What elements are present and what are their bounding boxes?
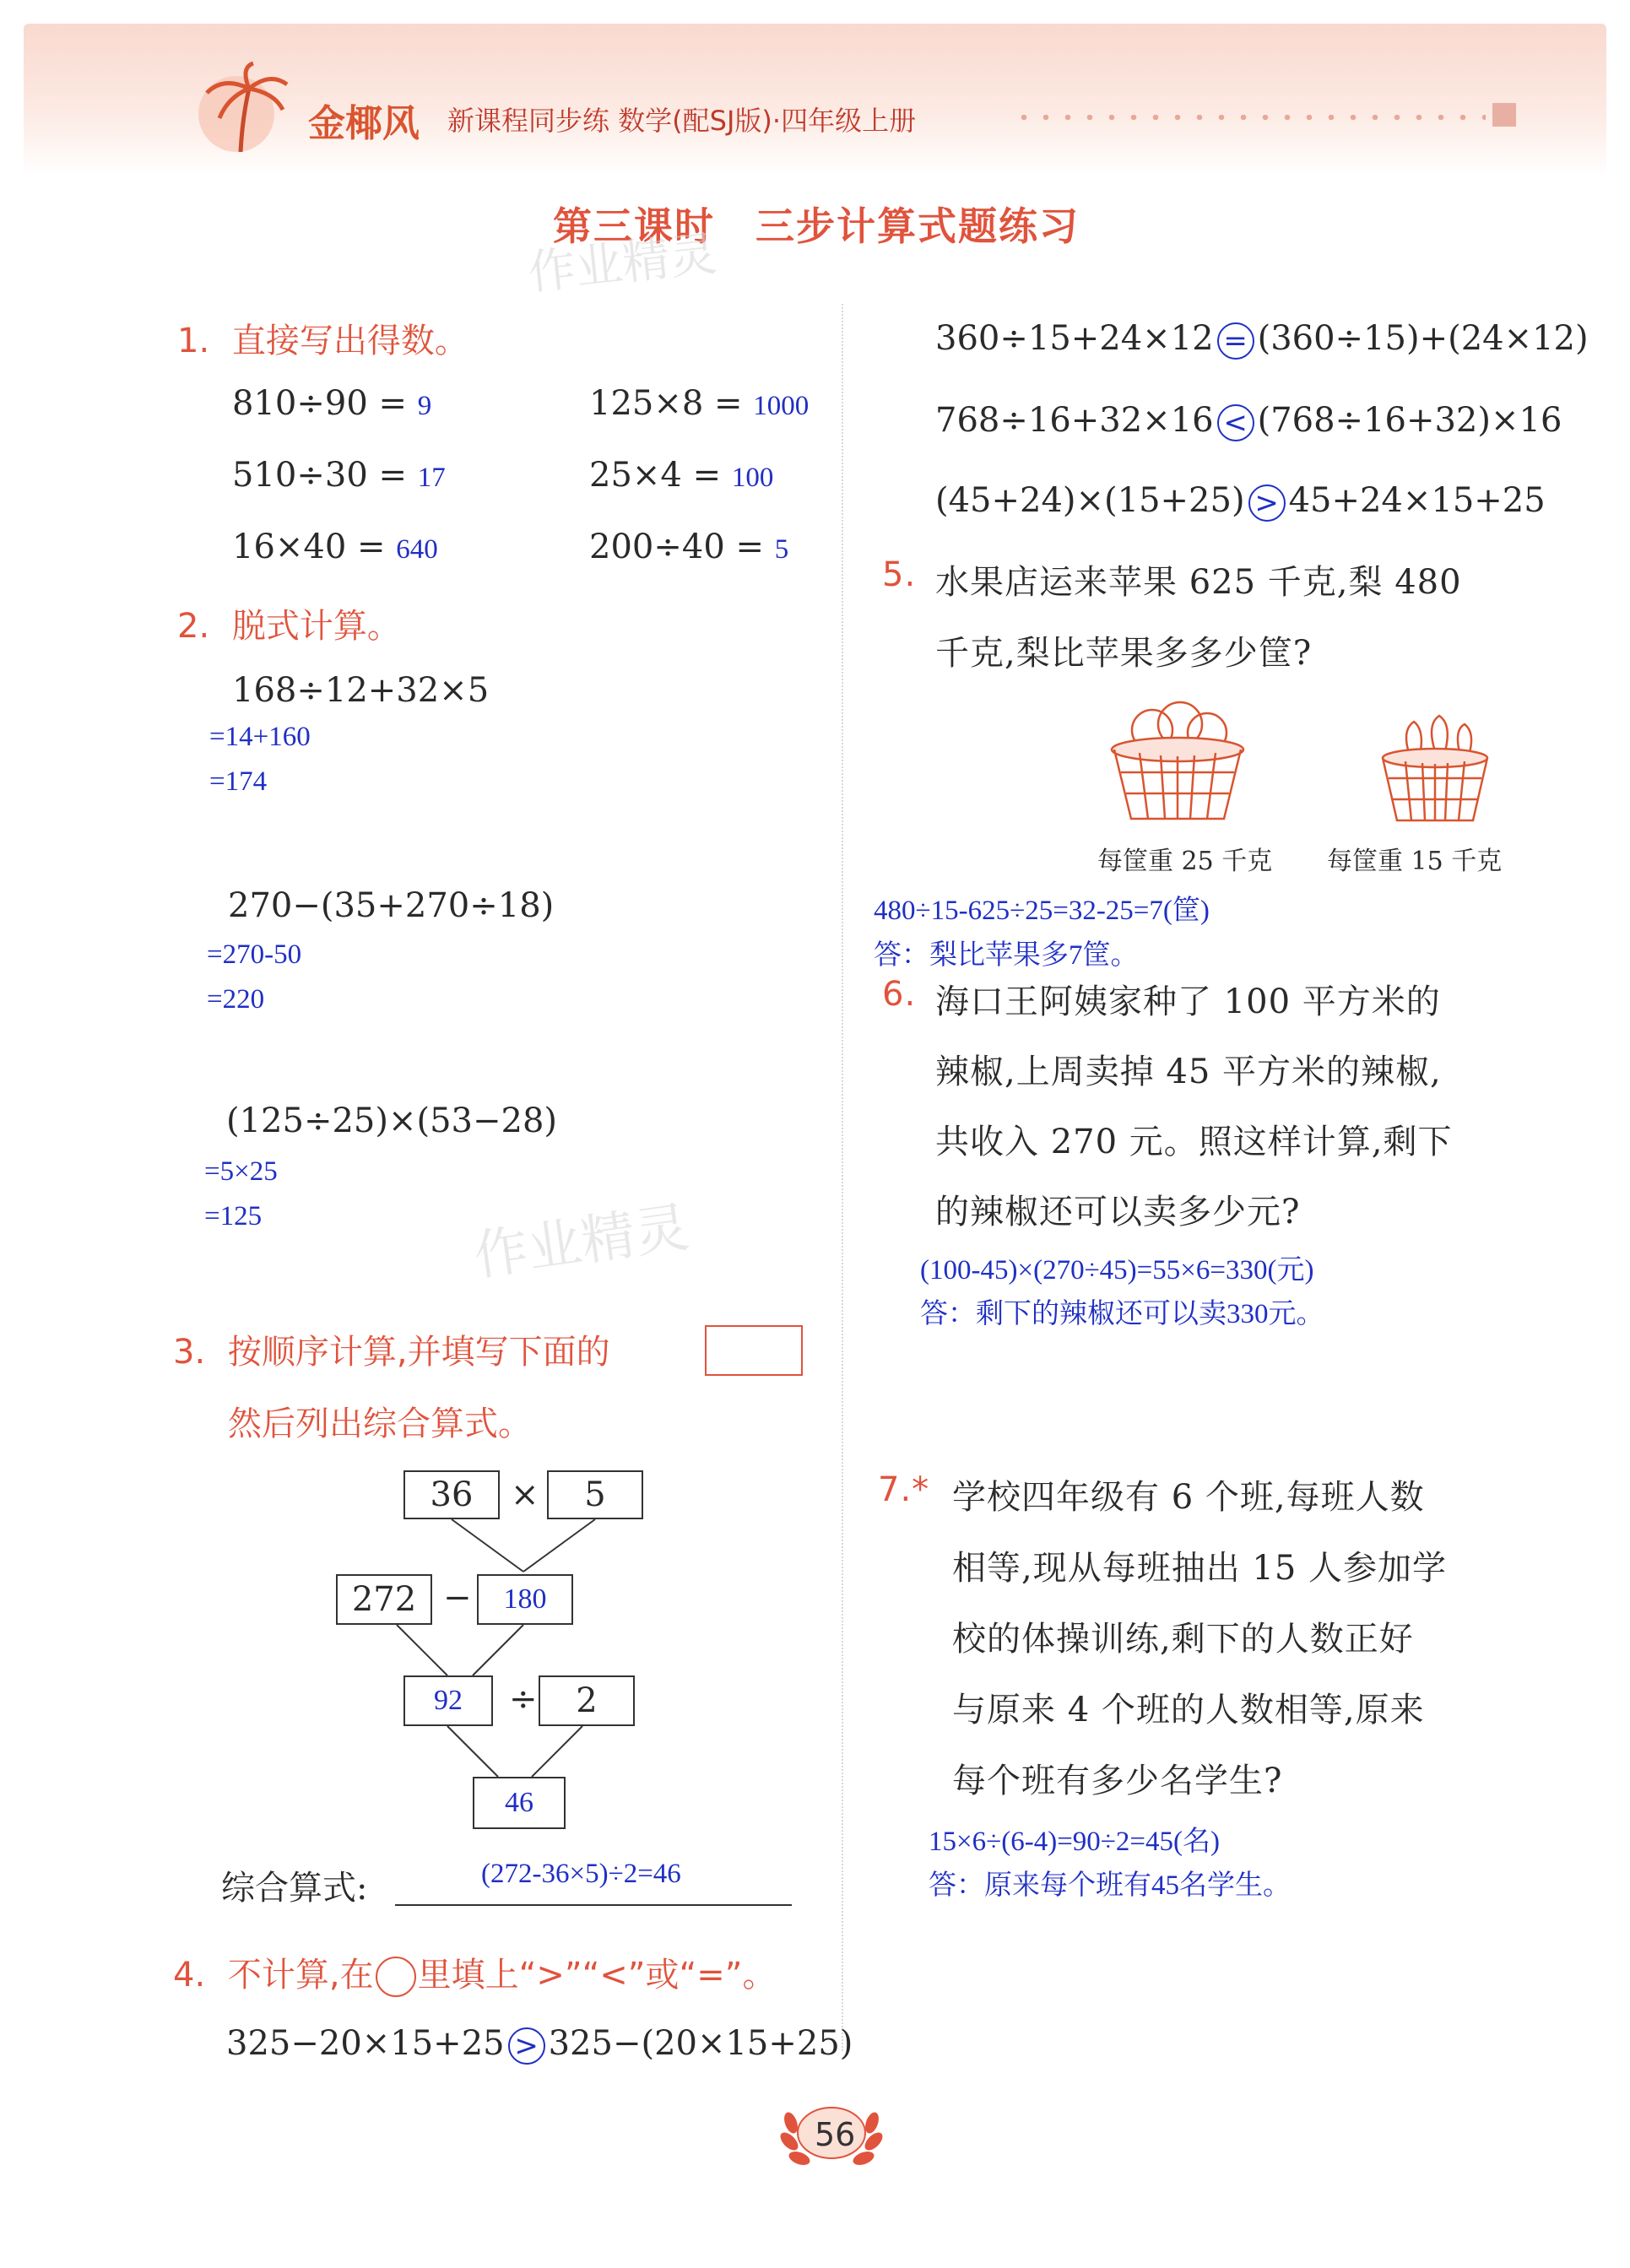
q7-line-5: 每个班有多少名学生?	[952, 1762, 1283, 1800]
tree-box-2: 2	[539, 1675, 635, 1726]
q2-title: 脱式计算。	[231, 607, 401, 646]
tree-box-92: 92	[403, 1675, 493, 1726]
pear-basket-icon	[1376, 709, 1494, 827]
q4-item-2: 360÷15+24×12 = (360÷15)+(24×12)	[935, 319, 1589, 358]
q6-number: 6.	[882, 975, 917, 1014]
watermark-2: 作业精灵	[469, 1196, 693, 1289]
q4-symbol-2: =	[1217, 322, 1254, 360]
q2-step-3a: =5×25	[204, 1156, 278, 1187]
q4-number: 4.	[173, 1956, 206, 1995]
q1-answer-3: 17	[417, 463, 446, 493]
q6-line-4: 的辣椒还可以卖多少元?	[935, 1193, 1301, 1231]
q5-caption-2: 每筐重 15 千克	[1327, 847, 1503, 876]
tree-box-46: 46	[473, 1777, 566, 1829]
q4-symbol-4: >	[1248, 484, 1286, 522]
q6-line-2: 辣椒,上周卖掉 45 平方米的辣椒,	[935, 1053, 1442, 1091]
q6-answer-1: (100-45)×(270÷45)=55×6=330(元)	[920, 1255, 1314, 1286]
q2-step-3b: =125	[204, 1201, 263, 1231]
q1-answer-1: 9	[417, 391, 432, 421]
tree-op-times: ×	[511, 1475, 539, 1514]
q1-answer-5: 640	[396, 534, 438, 565]
q1-title: 直接写出得数。	[231, 322, 468, 360]
q7-line-1: 学校四年级有 6 个班,每班人数	[952, 1478, 1425, 1517]
q2-number: 2.	[177, 607, 210, 646]
q4-symbol-3: <	[1217, 404, 1254, 441]
apple-basket-icon	[1106, 692, 1249, 827]
q3-formula-label: 综合算式:	[221, 1869, 368, 1908]
q5-line-1: 水果店运来苹果 625 千克,梨 480	[935, 563, 1462, 602]
series-title: 新课程同步练 数学(配SJ版)·四年级上册	[447, 105, 917, 137]
q2-step-1b: =174	[209, 766, 268, 797]
q1-answer-2: 1000	[753, 391, 810, 421]
q4-title-circle	[376, 1957, 416, 1997]
q7-line-2: 相等,现从每班抽出 15 人参加学	[952, 1549, 1448, 1588]
q2-step-2a: =270-50	[207, 939, 302, 970]
q1-answer-4: 100	[731, 463, 774, 493]
q3-formula-line	[395, 1904, 792, 1906]
q7-number: 7.*	[878, 1470, 930, 1509]
q4-symbol-1: >	[508, 2027, 545, 2065]
q4-title-pre: 不计算,在	[227, 1956, 374, 1995]
q4-item-3: 768÷16+32×16 < (768÷16+32)×16	[935, 401, 1562, 440]
q2-expr-1: 168÷12+32×5	[232, 671, 490, 710]
q5-answer-1: 480÷15-625÷25=32-25=7(筐)	[874, 896, 1210, 926]
q1-item-2: 125×8 = 1000	[589, 384, 810, 423]
q6-line-3: 共收入 270 元。照这样计算,剩下	[935, 1123, 1453, 1161]
tree-op-divide: ÷	[509, 1680, 538, 1719]
tree-op-minus: −	[443, 1578, 472, 1617]
q5-answer-2: 答：梨比苹果多7筐。	[874, 940, 1139, 971]
q3-number: 3.	[173, 1333, 206, 1372]
tree-box-180: 180	[477, 1574, 573, 1625]
q3-formula-answer: (272-36×5)÷2=46	[481, 1859, 681, 1889]
watermark: 作业精灵	[525, 226, 720, 301]
q2-step-1a: =14+160	[209, 722, 311, 752]
q4-title-post: 里填上“>”“<”或“=”。	[417, 1956, 777, 1995]
tree-box-5: 5	[547, 1470, 643, 1519]
brand-name: 金椰风	[308, 102, 420, 145]
q1-item-1: 810÷90 = 9	[232, 384, 432, 423]
q5-number: 5.	[882, 555, 917, 594]
lesson-title: 第三课时 三步计算式题练习	[553, 203, 1080, 249]
q4-item-1: 325−20×15+25 > 325−(20×15+25)	[226, 2024, 853, 2063]
q6-answer-2: 答：剩下的辣椒还可以卖330元。	[920, 1299, 1324, 1329]
q1-answer-6: 5	[774, 534, 789, 565]
tree-box-272: 272	[336, 1574, 432, 1625]
q2-expr-3: (125÷25)×(53−28)	[226, 1102, 558, 1140]
q2-step-2b: =220	[207, 984, 265, 1015]
q5-caption-1: 每筐重 25 千克	[1097, 847, 1273, 876]
q7-answer-1: 15×6÷(6-4)=90÷2=45(名)	[929, 1827, 1221, 1857]
q6-line-1: 海口王阿姨家种了 100 平方米的	[935, 982, 1441, 1021]
q4-heading	[173, 1948, 777, 1997]
q7-line-4: 与原来 4 个班的人数相等,原来	[952, 1691, 1425, 1729]
q5-line-2: 千克,梨比苹果多多少筐?	[935, 634, 1313, 673]
q1-item-4: 25×4 = 100	[589, 456, 774, 495]
q4-item-4: (45+24)×(15+25) > 45+24×15+25	[935, 481, 1546, 520]
q7-line-3: 校的体操训练,剩下的人数正好	[952, 1620, 1414, 1659]
tree-box-36: 36	[403, 1470, 500, 1519]
q7-answer-2: 答：原来每个班有45名学生。	[929, 1870, 1291, 1901]
page-number: 56	[815, 2116, 856, 2153]
q3-title-2: 然后列出综合算式。	[228, 1405, 532, 1443]
q1-item-6: 200÷40 = 5	[589, 528, 789, 566]
q1-item-5: 16×40 = 640	[232, 528, 438, 566]
q3-title-1: 按顺序计算,并填写下面的	[227, 1333, 610, 1372]
q2-expr-2: 270−(35+270÷18)	[228, 886, 555, 925]
q1-item-3: 510÷30 = 17	[232, 456, 446, 495]
q1-number: 1.	[177, 322, 210, 360]
